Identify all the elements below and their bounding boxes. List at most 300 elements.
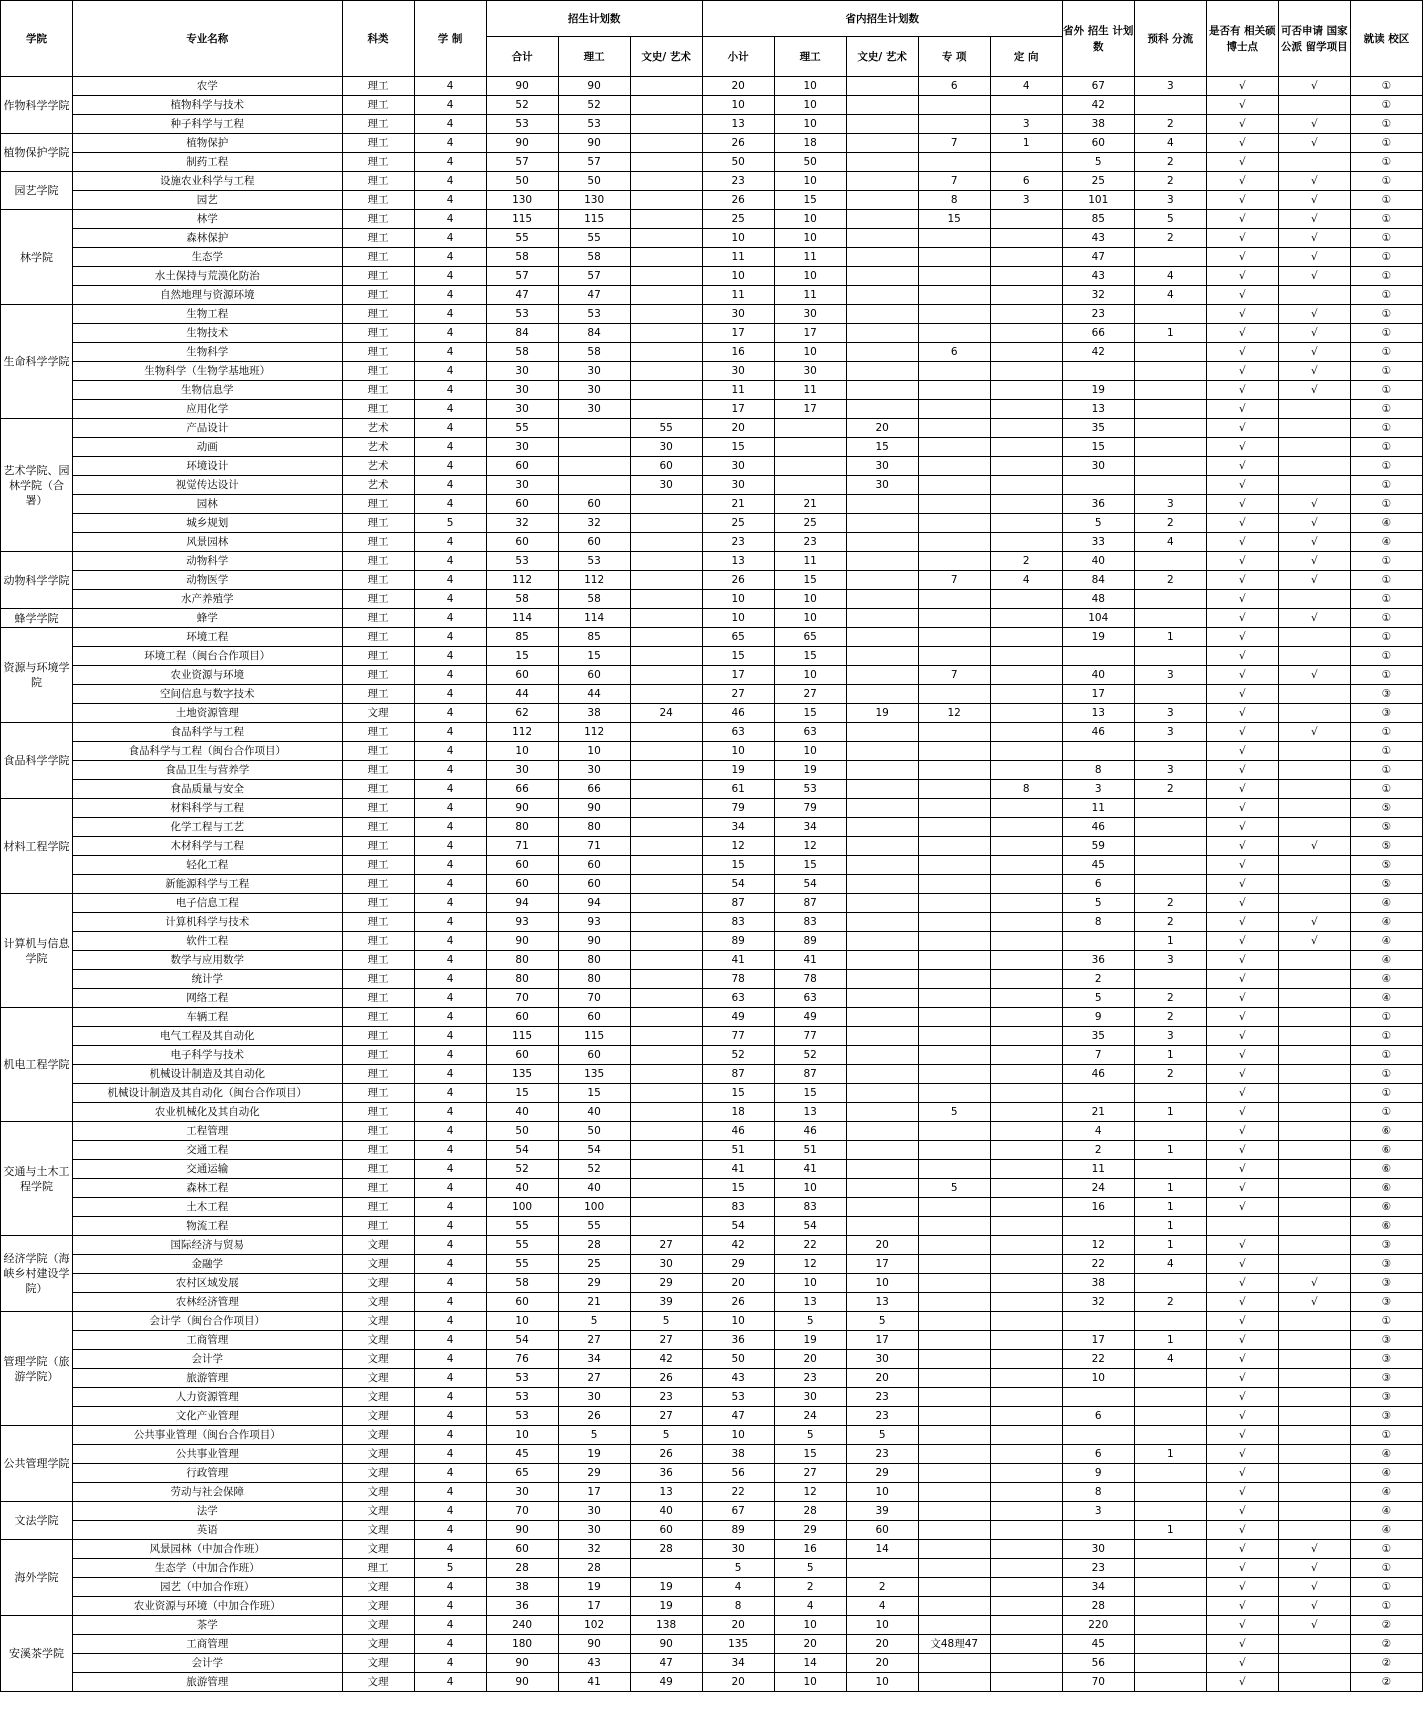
abroad-mark: √	[1278, 248, 1350, 267]
plan-sci: 50	[558, 172, 630, 191]
prep	[1134, 1597, 1206, 1616]
abroad-mark: √	[1278, 723, 1350, 742]
years: 4	[414, 1084, 486, 1103]
campus: ①	[1350, 324, 1422, 343]
table-row	[1, 970, 1423, 989]
plan-art: 19	[630, 1578, 702, 1597]
prep	[1134, 438, 1206, 457]
plan-sci: 27	[558, 1369, 630, 1388]
out-province: 32	[1062, 286, 1134, 305]
category: 理工	[342, 96, 414, 115]
prov-sci: 65	[774, 628, 846, 647]
out-province: 35	[1062, 1027, 1134, 1046]
plan-sci: 17	[558, 1597, 630, 1616]
prov-oriented	[990, 1008, 1062, 1027]
table-row	[1, 1350, 1423, 1369]
table-row	[1, 476, 1423, 495]
years: 4	[414, 875, 486, 894]
abroad-mark: √	[1278, 210, 1350, 229]
plan-art	[630, 324, 702, 343]
abroad-mark	[1278, 1008, 1350, 1027]
prov-art: 10	[846, 1673, 918, 1692]
col-college: 学院	[1, 1, 73, 77]
prov-oriented	[990, 1293, 1062, 1312]
degree-mark: √	[1206, 1122, 1278, 1141]
prov-art	[846, 533, 918, 552]
prov-special	[918, 1255, 990, 1274]
table-row	[1, 267, 1423, 286]
category: 文理	[342, 1578, 414, 1597]
prov-art	[846, 1559, 918, 1578]
plan-sci	[558, 476, 630, 495]
prov-oriented	[990, 666, 1062, 685]
col-plan-art: 文史/ 艺术	[630, 37, 702, 77]
years: 4	[414, 476, 486, 495]
plan-art	[630, 153, 702, 172]
prov-oriented: 2	[990, 552, 1062, 571]
plan-art	[630, 1141, 702, 1160]
plan-total: 55	[486, 229, 558, 248]
category: 理工	[342, 856, 414, 875]
table-row	[1, 894, 1423, 913]
prov-subtotal: 30	[702, 476, 774, 495]
table-row	[1, 1369, 1423, 1388]
category: 理工	[342, 1179, 414, 1198]
prov-oriented	[990, 1312, 1062, 1331]
prov-subtotal: 10	[702, 742, 774, 761]
prov-subtotal: 10	[702, 267, 774, 286]
degree-mark: √	[1206, 932, 1278, 951]
plan-art	[630, 970, 702, 989]
campus: ④	[1350, 1483, 1422, 1502]
prep	[1134, 1407, 1206, 1426]
prov-oriented	[990, 723, 1062, 742]
degree-mark: √	[1206, 1673, 1278, 1692]
major-name: 农业机械化及其自动化	[73, 1103, 343, 1122]
major-name: 生物信息学	[73, 381, 343, 400]
category: 理工	[342, 495, 414, 514]
category: 理工	[342, 1122, 414, 1141]
prep	[1134, 742, 1206, 761]
prov-sci: 11	[774, 552, 846, 571]
prov-art: 20	[846, 1236, 918, 1255]
years: 4	[414, 913, 486, 932]
abroad-mark	[1278, 1407, 1350, 1426]
category: 文理	[342, 1635, 414, 1654]
prov-subtotal: 25	[702, 514, 774, 533]
prov-special	[918, 381, 990, 400]
prov-sci: 15	[774, 1084, 846, 1103]
prov-subtotal: 15	[702, 647, 774, 666]
out-province	[1062, 647, 1134, 666]
prov-art	[846, 362, 918, 381]
plan-art	[630, 761, 702, 780]
plan-total: 84	[486, 324, 558, 343]
table-row	[1, 248, 1423, 267]
degree-mark: √	[1206, 1521, 1278, 1540]
prov-special	[918, 1540, 990, 1559]
plan-art	[630, 932, 702, 951]
degree-mark	[1206, 1217, 1278, 1236]
prov-subtotal: 18	[702, 1103, 774, 1122]
category: 文理	[342, 704, 414, 723]
prov-sci: 10	[774, 115, 846, 134]
campus: ①	[1350, 419, 1422, 438]
table-row	[1, 1255, 1423, 1274]
prov-subtotal: 30	[702, 1540, 774, 1559]
prov-oriented	[990, 1445, 1062, 1464]
years: 4	[414, 818, 486, 837]
prov-art	[846, 1122, 918, 1141]
prov-art: 5	[846, 1312, 918, 1331]
major-name: 电子信息工程	[73, 894, 343, 913]
campus: ③	[1350, 1369, 1422, 1388]
out-province: 45	[1062, 856, 1134, 875]
col-category: 科类	[342, 1, 414, 77]
out-province	[1062, 476, 1134, 495]
plan-art	[630, 267, 702, 286]
plan-total: 70	[486, 1502, 558, 1521]
prep: 1	[1134, 1046, 1206, 1065]
major-name: 国际经济与贸易	[73, 1236, 343, 1255]
years: 4	[414, 248, 486, 267]
plan-sci: 90	[558, 799, 630, 818]
prov-subtotal: 46	[702, 1122, 774, 1141]
plan-sci: 26	[558, 1407, 630, 1426]
plan-sci: 30	[558, 381, 630, 400]
table-row	[1, 1122, 1423, 1141]
prov-subtotal: 87	[702, 1065, 774, 1084]
table-row	[1, 913, 1423, 932]
plan-sci: 5	[558, 1312, 630, 1331]
prov-oriented	[990, 229, 1062, 248]
plan-art: 23	[630, 1388, 702, 1407]
category: 理工	[342, 628, 414, 647]
prov-sci: 15	[774, 1445, 846, 1464]
plan-art: 29	[630, 1274, 702, 1293]
plan-art	[630, 799, 702, 818]
out-province: 38	[1062, 115, 1134, 134]
plan-art	[630, 685, 702, 704]
degree-mark: √	[1206, 134, 1278, 153]
prep	[1134, 1578, 1206, 1597]
prov-sci: 53	[774, 780, 846, 799]
prep	[1134, 1616, 1206, 1635]
abroad-mark	[1278, 1635, 1350, 1654]
table-row	[1, 77, 1423, 96]
prov-special: 6	[918, 343, 990, 362]
prov-sci: 10	[774, 229, 846, 248]
campus: ⑥	[1350, 1179, 1422, 1198]
col-prov-subtotal: 小计	[702, 37, 774, 77]
degree-mark: √	[1206, 514, 1278, 533]
campus: ②	[1350, 1654, 1422, 1673]
category: 理工	[342, 571, 414, 590]
plan-total: 36	[486, 1597, 558, 1616]
prov-art	[846, 647, 918, 666]
prov-oriented	[990, 932, 1062, 951]
prov-oriented	[990, 1331, 1062, 1350]
table-header	[1, 1, 1423, 77]
prov-art: 20	[846, 1654, 918, 1673]
out-province: 3	[1062, 780, 1134, 799]
prep	[1134, 1502, 1206, 1521]
campus: ①	[1350, 1046, 1422, 1065]
college-name: 公共管理学院	[1, 1426, 73, 1502]
degree-mark: √	[1206, 761, 1278, 780]
abroad-mark	[1278, 1084, 1350, 1103]
plan-sci: 15	[558, 1084, 630, 1103]
plan-total: 180	[486, 1635, 558, 1654]
prov-subtotal: 10	[702, 1426, 774, 1445]
prov-sci: 78	[774, 970, 846, 989]
category: 理工	[342, 1198, 414, 1217]
prov-oriented	[990, 799, 1062, 818]
table-row	[1, 96, 1423, 115]
prov-art: 60	[846, 1521, 918, 1540]
years: 4	[414, 1540, 486, 1559]
out-province: 42	[1062, 343, 1134, 362]
prep	[1134, 856, 1206, 875]
prov-art	[846, 96, 918, 115]
abroad-mark: √	[1278, 343, 1350, 362]
prov-oriented: 3	[990, 115, 1062, 134]
prep	[1134, 609, 1206, 628]
prep	[1134, 1464, 1206, 1483]
prov-subtotal: 30	[702, 457, 774, 476]
prep	[1134, 400, 1206, 419]
plan-art	[630, 894, 702, 913]
years: 4	[414, 381, 486, 400]
plan-total: 135	[486, 1065, 558, 1084]
out-province: 16	[1062, 1198, 1134, 1217]
prov-sci: 15	[774, 856, 846, 875]
col-plan-total: 合计	[486, 37, 558, 77]
prov-art	[846, 191, 918, 210]
campus: ⑤	[1350, 875, 1422, 894]
prov-art	[846, 172, 918, 191]
abroad-mark	[1278, 742, 1350, 761]
campus: ③	[1350, 1293, 1422, 1312]
prov-subtotal: 38	[702, 1445, 774, 1464]
abroad-mark	[1278, 647, 1350, 666]
table-row	[1, 1464, 1423, 1483]
prov-oriented	[990, 533, 1062, 552]
years: 4	[414, 1331, 486, 1350]
category: 理工	[342, 134, 414, 153]
degree-mark: √	[1206, 1635, 1278, 1654]
prov-oriented	[990, 457, 1062, 476]
prep	[1134, 381, 1206, 400]
prov-sci: 5	[774, 1312, 846, 1331]
out-province: 85	[1062, 210, 1134, 229]
major-name: 英语	[73, 1521, 343, 1540]
plan-art	[630, 381, 702, 400]
degree-mark: √	[1206, 1027, 1278, 1046]
prov-art	[846, 229, 918, 248]
prov-art	[846, 381, 918, 400]
plan-total: 94	[486, 894, 558, 913]
degree-mark: √	[1206, 704, 1278, 723]
campus: ④	[1350, 970, 1422, 989]
prov-special	[918, 780, 990, 799]
prov-special	[918, 894, 990, 913]
degree-mark: √	[1206, 1369, 1278, 1388]
campus: ①	[1350, 1540, 1422, 1559]
prov-subtotal: 26	[702, 134, 774, 153]
abroad-mark	[1278, 970, 1350, 989]
prov-special	[918, 818, 990, 837]
campus: ①	[1350, 476, 1422, 495]
prov-sci: 10	[774, 210, 846, 229]
plan-sci: 53	[558, 552, 630, 571]
prep	[1134, 552, 1206, 571]
prov-sci: 11	[774, 381, 846, 400]
table-row	[1, 1502, 1423, 1521]
prov-art	[846, 837, 918, 856]
campus: ①	[1350, 400, 1422, 419]
prov-art	[846, 305, 918, 324]
abroad-mark	[1278, 818, 1350, 837]
plan-sci: 40	[558, 1103, 630, 1122]
campus: ①	[1350, 153, 1422, 172]
out-province: 45	[1062, 1635, 1134, 1654]
prov-art: 20	[846, 1369, 918, 1388]
table-row	[1, 1312, 1423, 1331]
prov-sci: 18	[774, 134, 846, 153]
prov-subtotal: 21	[702, 495, 774, 514]
plan-art	[630, 1027, 702, 1046]
plan-art	[630, 96, 702, 115]
prov-subtotal: 65	[702, 628, 774, 647]
category: 文理	[342, 1426, 414, 1445]
major-name: 法学	[73, 1502, 343, 1521]
major-name: 劳动与社会保障	[73, 1483, 343, 1502]
table-row	[1, 1331, 1423, 1350]
prep: 4	[1134, 134, 1206, 153]
years: 4	[414, 970, 486, 989]
abroad-mark	[1278, 1103, 1350, 1122]
major-name: 风景园林	[73, 533, 343, 552]
prov-sci: 49	[774, 1008, 846, 1027]
out-province	[1062, 1426, 1134, 1445]
plan-total: 115	[486, 210, 558, 229]
degree-mark: √	[1206, 1654, 1278, 1673]
prov-subtotal: 50	[702, 153, 774, 172]
abroad-mark	[1278, 989, 1350, 1008]
plan-sci: 55	[558, 1217, 630, 1236]
prov-art: 23	[846, 1388, 918, 1407]
prov-special	[918, 742, 990, 761]
category: 文理	[342, 1616, 414, 1635]
prep: 2	[1134, 1065, 1206, 1084]
abroad-mark	[1278, 96, 1350, 115]
prov-oriented	[990, 1046, 1062, 1065]
prov-oriented	[990, 267, 1062, 286]
major-name: 会计学（闽台合作项目）	[73, 1312, 343, 1331]
prov-oriented	[990, 1521, 1062, 1540]
college-name: 管理学院（旅游学院）	[1, 1312, 73, 1426]
abroad-mark	[1278, 875, 1350, 894]
abroad-mark: √	[1278, 932, 1350, 951]
plan-sci: 43	[558, 1654, 630, 1673]
category: 理工	[342, 894, 414, 913]
prov-oriented	[990, 438, 1062, 457]
major-name: 种子科学与工程	[73, 115, 343, 134]
years: 4	[414, 894, 486, 913]
prov-subtotal: 43	[702, 1369, 774, 1388]
plan-art	[630, 951, 702, 970]
plan-sci: 19	[558, 1578, 630, 1597]
prov-sci: 10	[774, 343, 846, 362]
category: 文理	[342, 1597, 414, 1616]
prov-art: 2	[846, 1578, 918, 1597]
abroad-mark	[1278, 1673, 1350, 1692]
degree-mark: √	[1206, 1616, 1278, 1635]
prov-art	[846, 970, 918, 989]
plan-total: 100	[486, 1198, 558, 1217]
years: 4	[414, 1236, 486, 1255]
degree-mark: √	[1206, 1464, 1278, 1483]
prov-special	[918, 1616, 990, 1635]
category: 理工	[342, 1084, 414, 1103]
years: 4	[414, 343, 486, 362]
out-province: 12	[1062, 1236, 1134, 1255]
campus: ⑤	[1350, 818, 1422, 837]
years: 4	[414, 609, 486, 628]
degree-mark: √	[1206, 172, 1278, 191]
major-name: 旅游管理	[73, 1673, 343, 1692]
prov-oriented	[990, 495, 1062, 514]
degree-mark: √	[1206, 210, 1278, 229]
prov-oriented	[990, 951, 1062, 970]
years: 4	[414, 1578, 486, 1597]
plan-total: 40	[486, 1103, 558, 1122]
plan-total: 53	[486, 552, 558, 571]
prep	[1134, 799, 1206, 818]
prov-sci: 10	[774, 1179, 846, 1198]
prov-art: 30	[846, 457, 918, 476]
prov-sci: 11	[774, 286, 846, 305]
plan-sci: 57	[558, 267, 630, 286]
category: 文理	[342, 1255, 414, 1274]
years: 4	[414, 799, 486, 818]
prov-special	[918, 1122, 990, 1141]
prov-oriented	[990, 685, 1062, 704]
category: 艺术	[342, 457, 414, 476]
years: 4	[414, 1008, 486, 1027]
prov-art	[846, 932, 918, 951]
plan-art	[630, 286, 702, 305]
plan-total: 60	[486, 457, 558, 476]
out-province: 25	[1062, 172, 1134, 191]
years: 4	[414, 1597, 486, 1616]
years: 4	[414, 267, 486, 286]
plan-sci: 5	[558, 1426, 630, 1445]
prov-oriented	[990, 419, 1062, 438]
prov-oriented	[990, 1540, 1062, 1559]
prov-sci: 20	[774, 1635, 846, 1654]
prov-subtotal: 63	[702, 723, 774, 742]
prov-subtotal: 15	[702, 856, 774, 875]
abroad-mark	[1278, 1654, 1350, 1673]
prov-sci: 63	[774, 723, 846, 742]
plan-total: 71	[486, 837, 558, 856]
prov-subtotal: 50	[702, 1350, 774, 1369]
prov-sci: 10	[774, 609, 846, 628]
col-out-province: 省外 招生 计划数	[1062, 1, 1134, 77]
campus: ①	[1350, 495, 1422, 514]
